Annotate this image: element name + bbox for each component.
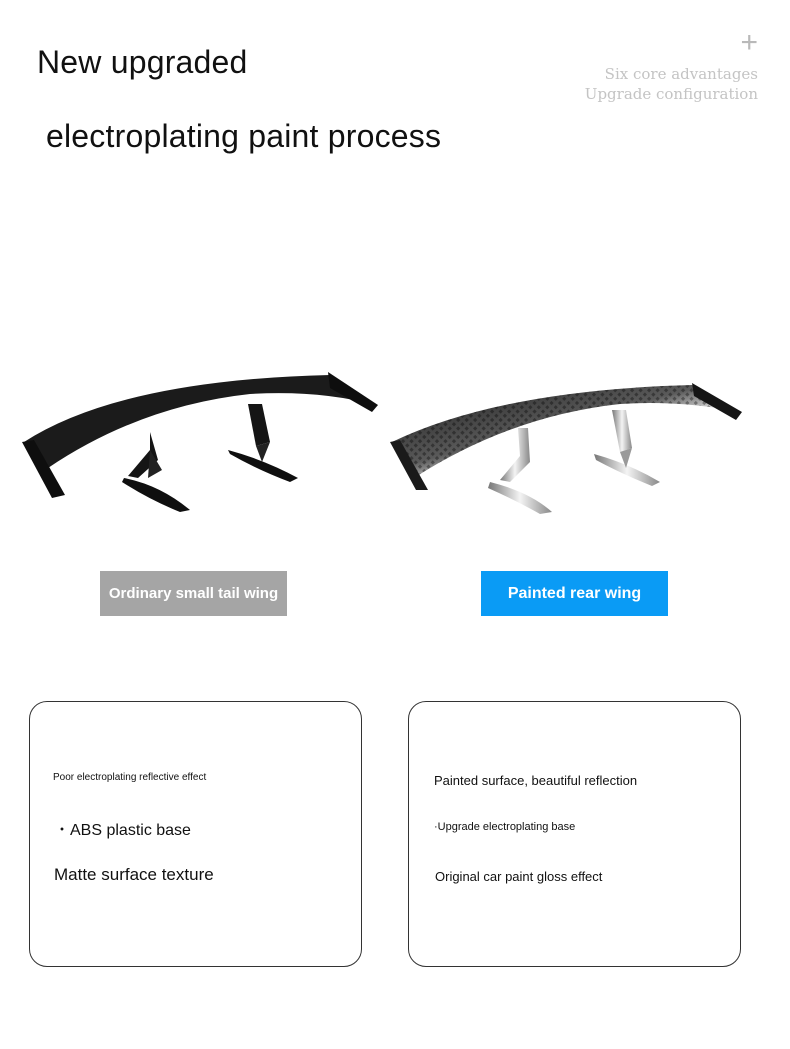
ordinary-wing-label: Ordinary small tail wing	[100, 571, 287, 616]
painted-feature-2: ·Upgrade electroplating base	[434, 821, 576, 833]
wing-comparison-illustration	[0, 350, 790, 540]
page-title-line-1: New upgraded	[37, 44, 248, 80]
ordinary-feature-2: ・ABS plastic base	[54, 822, 191, 839]
side-note-line-2: Upgrade configuration	[584, 85, 758, 103]
painted-features-card	[408, 701, 741, 967]
ordinary-features-card	[29, 701, 362, 967]
ordinary-feature-1: Poor electroplating reflective effect	[53, 772, 207, 783]
side-note-line-1: Six core advantages	[604, 65, 758, 83]
side-note	[585, 64, 758, 104]
page-title-line-2: electroplating paint process	[46, 118, 442, 154]
plus-icon: +	[740, 26, 758, 59]
painted-feature-3: Original car paint gloss effect	[435, 869, 603, 884]
painted-wing-label: Painted rear wing	[481, 571, 668, 616]
painted-feature-1: Painted surface, beautiful reflection	[434, 773, 638, 788]
ordinary-feature-3: Matte surface texture	[54, 865, 214, 884]
ordinary-wing-image	[22, 372, 378, 512]
painted-wing-image	[390, 383, 742, 514]
